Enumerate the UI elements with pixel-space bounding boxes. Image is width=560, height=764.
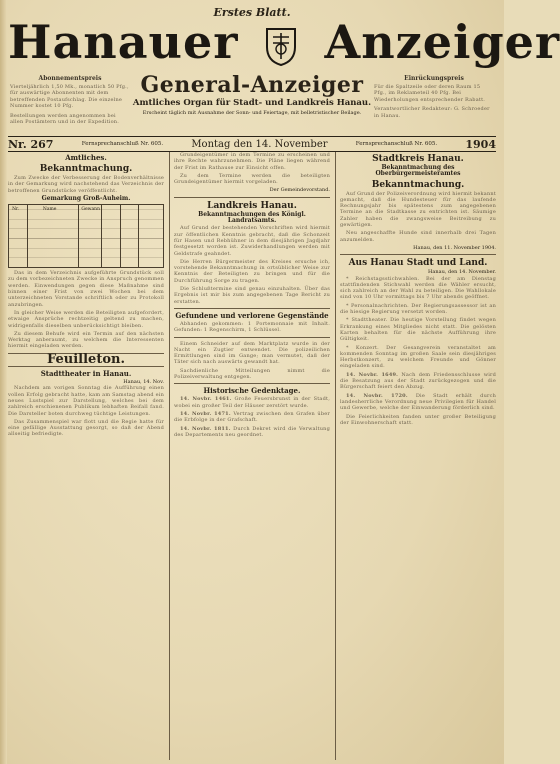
historic-item-1: 14. Novbr. 1461. — [180, 396, 232, 403]
historic-heading: Historische Gedenktage. — [203, 386, 301, 396]
issue-year: 1904 — [465, 137, 496, 151]
phone-left: Fernsprechanschluß Nr. 605. — [81, 141, 164, 147]
column-3: Stadtkreis Hanau. Bekanntmachung des Oberbürgermeisteramtes Bekanntmachung. Auf Grund der Polizeiverordnung wird hiermit bekannt gemacht, daß die Hundesteuer für das laufende Rechnungsjahr bis spätestens zum angegebenen Termine an die Stadtkasse zu entrichten ist. Säumige Zahler haben die zwangsweise Beitreibung zu gewärtigen. Neu angeschaffte Hunde sind innerhalb drei Tagen anzumelden. Hanau, den 11. November 1904. Aus Hanau Stadt und Land. Hanau, den 14. November. * Reichstagsstichwahlen. Bei der am Dienstag stattfindenden Stichwahl werden die Wähler ersucht, sich zahlreich an der Wahl zu beteiligen. Die Wahllokale sind von 10 Uhr vormittags bis 7 Uhr abends geöffnet. * Personalnachrichten. Der Regierungsassessor ist an die hiesige Regierung versetzt worden. * Stadttheater. Die heutige Vorstellung findet wegen Erkrankung eines Mitgliedes nicht statt. Die gelösten Karten behalten für die nächste Aufführung ihre Gültigkeit. * Konzert. Der Gesangverein veranstaltet am kommenden Sonntag im großen Saale sein diesjähriges Herbstkonzert, zu welchem Freunde und Gönner eingeladen sind. 14. Novbr. 1649. Nach dem Friedensschlusse wird die Besatzung aus der Stadt zurückgezogen und die Bürgerschaft feiert den Abzug. 14. Novbr. 1720. Die Stadt erhält durch landesherrliche Verordnung neue Privilegien für Handel und Gewerbe, welche der Einwanderung förderlich sind. Die Feierlichkeiten fanden unter großer Beteiligung der Einwohnerschaft statt. — [335, 152, 496, 760]
official-organ: Amtliches Organ für Stadt- und Landkreis Hanau. — [132, 98, 372, 108]
subscription-box: Abonnementspreis Vierteljährlich 1,50 Mk., monatlich 50 Pfg., für auswärtige Abonnenten mit dem betreffenden Postaufschlag. Die einzelne Nummer kostet 10 Pfg. Bestellungen werden angenommen bei allen Postämtern und in der Expedition. — [10, 75, 129, 125]
stadtkreis-subheading: Bekanntmachung des Oberbürgermeisteramtes — [375, 164, 461, 178]
column-2: Grundeigentümer in dem Termine zu erscheinen und ihre Rechte wahrzunehmen. Die Pläne liegen während der Frist im Rathause zur Einsicht offen. Zu dem Termine werden die beteiligten Grundeigentümer hiermit vorgeladen. Der Gemeindevorstand. Landkreis Hanau. Bekanntmachungen des Königl. Landratsamts. Auf Grund der bestehenden Vorschriften wird hiermit zur öffentlichen Kenntnis gebracht, daß die Schonzeit für Hasen und Rebhühner in dem diesjährigen Jagdjahr festgesetzt worden ist. Zuwiderhandlungen werden mit Geldstrafe geahndet. Die Herren Bürgermeister des Kreises ersuche ich, vorstehende Bekanntmachung in ortsüblicher Weise zur Kenntnis der Beteiligten zu bringen und für die Durchführung Sorge zu tragen. Die Schlußtermine sind genau einzuhalten. Über das Ergebnis ist mir bis zum angegebenen Tage Bericht zu erstatten. Gefundene und verlorene Gegenstände Abhanden gekommen: 1 Portemonnaie mit Inhalt. Gefunden: 1 Regenschirm, 1 Schlüssel. Einem Schneider auf dem Marktplatz wurde in der Nacht ein Zugtier entwendet. Die polizeilichen Ermittlungen sind im Gange; man vermutet, daß der Täter sich nach auswärts gewandt hat. Sachdienliche Mitteilungen nimmt die Polizeiverwaltung entgegen. Historische Gedenktage. 14. Novbr. 1461. Große Feuersbrunst in der Stadt, wobei ein großer Teil der Häuser zerstört wurde. 14. Novbr. 1471. Vertrag zwischen den Grafen über die Erbfolge in der Grafschaft. 14. Novbr. 1811. Durch Dekret wird die Verwaltung des Departements neu geordnet. — [169, 152, 330, 760]
local-item-1: 14. Novbr. 1649. — [346, 371, 399, 378]
historic-item-3: 14. Novbr. 1811. — [180, 425, 231, 432]
table-col-nr: Nr. — [12, 207, 20, 213]
notice-signature: Der Gemeindevorstand. — [269, 187, 330, 194]
advertising-box: Einrückungspreis Für die Spaltzeile oder deren Raum 15 Pfg., im Reklameteil 40 Pfg. Bei Wiederholungen entsprechender Rabatt. Verantwortlicher Redakteur: G. Schroeder in Hanau. — [374, 76, 494, 119]
publication-frequency: Erscheint täglich mit Ausnahme der Sonn- und Feiertage, mit belletristischer Beilage. — [142, 110, 362, 116]
edition-label: Erstes Blatt. — [213, 6, 291, 19]
page-edge — [0, 0, 7, 764]
subscription-heading: Abonnementspreis — [38, 75, 102, 82]
parcel-table — [8, 204, 164, 268]
title-right: Anzeiger — [324, 15, 560, 69]
newspaper-title — [8, 14, 560, 70]
advertising-heading: Einrückungspreis — [404, 75, 464, 82]
landkreis-subheading: Bekanntmachungen des Königl. Landratsamts. — [198, 210, 306, 225]
phone-right: Fernsprechanschluß Nr. 605. — [355, 141, 438, 147]
dateline — [8, 136, 496, 152]
theater-heading: Stadttheater in Hanau. — [40, 369, 132, 379]
table-col-name: Name — [42, 207, 57, 213]
subtitle: General-Anzeiger — [140, 72, 364, 98]
landkreis-heading: Landkreis Hanau. — [207, 200, 297, 211]
masthead — [8, 4, 560, 158]
theater-dateline: Hanau, 14. Nov. — [123, 379, 164, 386]
stadtkreis-signature: Hanau, den 11. November 1904. — [413, 244, 496, 251]
stadtkreis-notice: Bekanntmachung. — [371, 179, 465, 190]
title-left: Hanauer — [8, 15, 239, 69]
stadtkreis-heading: Stadtkreis Hanau. — [372, 154, 464, 164]
feuilleton-heading: Feuilleton. — [47, 351, 125, 367]
coat-of-arms-icon — [261, 25, 301, 67]
historic-item-2: 14. Novbr. 1471. — [180, 410, 231, 417]
local-news-heading: Aus Hanau Stadt und Land. — [348, 258, 488, 269]
column-1: Amtliches. Bekanntmachung. Zum Zwecke der Verbesserung der Bodenverhältnisse in der Gemarkung wird nachstehend das Verzeichnis der betroffenen Grundstücke veröffentlicht. Gemarkung Groß-Auheim. Nr. Name Gewann Das in dem Verzeichnis aufgeführte Grundstück soll zu dem vorbezeichneten Zwecke in Anspruch genommen werden. Einwendungen gegen diese Maßnahme sind binnen einer Frist von zwei Wochen bei dem unterzeichneten Vorstande schriftlich oder zu Protokoll anzubringen. In gleicher Weise werden die Beteiligten aufgefordert, etwaige Ansprüche rechtzeitig geltend zu machen, widrigenfalls dieselben unberücksichtigt bleiben. Zu diesem Behufe wird ein Termin auf den nächsten Werktag anberaumt, zu welchem die Interessenten hiermit eingeladen werden. Feuilleton. Stadttheater in Hanau. Hanau, 14. Nov. Nachdem am vorigen Sonntag die Aufführung einen vollen Erfolg gebracht hatte, kam am Samstag abend ein neues Lustspiel zur Darstellung, welches bei dem zahlreich erschienenen Publikum lebhaften Beifall fand. Die Darsteller boten durchweg tüchtige Leistungen. Das Zusammenspiel war flott und die Regie hatte für eine gefällige Ausstattung gesorgt, so daß der Abend allseitig befriedigte. — [8, 153, 164, 438]
local-news-dateline: Hanau, den 14. November. — [428, 269, 496, 276]
fund-heading: Gefundene und verlorene Gegenstände — [175, 310, 329, 320]
local-item-2: 14. Novbr. 1720. — [346, 392, 408, 399]
table-col-gewann: Gewann — [81, 207, 100, 213]
article-columns — [8, 152, 496, 760]
notice-heading: Bekanntmachung. — [39, 164, 133, 174]
table-heading: Gemarkung Groß-Auheim. — [41, 194, 131, 202]
issue-date: Montag den 14. November — [191, 138, 328, 150]
issue-number: Nr. 267 — [8, 137, 54, 151]
section-official: Amtliches. — [65, 153, 107, 162]
